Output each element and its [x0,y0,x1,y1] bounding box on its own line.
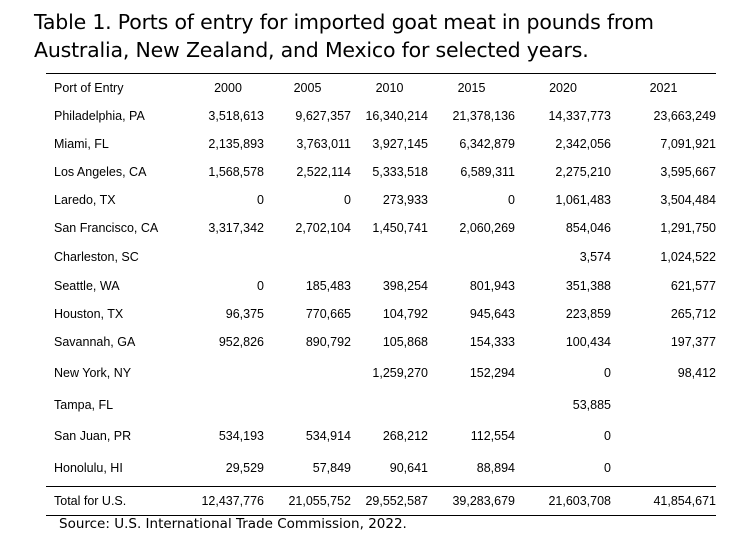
column-header-2021: 2021 [649,81,678,95]
port-name-cell: New York, NY [54,366,132,380]
table-row [46,328,716,356]
value-cell-2005 [264,356,351,390]
total-cell-2000: 12,437,776 [201,494,264,508]
port-name-cell: Miami, FL [54,137,109,151]
value-cell-2000: 1,568,578 [208,165,264,179]
column-header-2020: 2020 [549,81,577,95]
value-cell-2010 [351,390,428,420]
value-cell-2010: 105,868 [382,335,428,349]
value-cell-2020: 0 [604,461,611,475]
value-cell-2005: 770,665 [305,307,351,321]
port-name-cell: San Francisco, CA [54,221,159,235]
value-cell-2021: 1,024,522 [660,250,716,264]
table-row [46,390,716,420]
value-cell-2010: 104,792 [382,307,428,321]
value-cell-2015: 88,894 [476,461,515,475]
table-body [46,101,716,484]
total-row [46,487,716,515]
value-cell-2020: 854,046 [565,221,611,235]
value-cell-2015: 152,294 [469,366,515,380]
value-cell-2005: 3,763,011 [296,137,351,151]
value-cell-2020: 2,342,056 [555,137,611,151]
value-cell-2000: 0 [257,193,264,207]
port-name-cell: Honolulu, HI [54,461,123,475]
table-row [46,101,716,130]
port-name-cell: Savannah, GA [54,335,136,349]
table-row [46,420,716,452]
total-cell-2005: 21,055,752 [288,494,351,508]
column-header-2010: 2010 [375,81,404,95]
value-cell-2000: 3,518,613 [208,108,264,123]
value-cell-2021: 23,663,249 [653,108,716,123]
value-cell-2021: 3,504,484 [660,193,716,207]
table-row [46,452,716,484]
port-name-cell: Laredo, TX [54,193,116,207]
table-title: Table 1. Ports of entry for imported goat meat in pounds from Australia, New Zealand, and Mexico for selected years. [34,10,654,62]
total-cell-2015: 39,283,679 [452,494,515,508]
value-cell-2021: 98,412 [677,366,716,380]
value-cell-2020: 3,574 [579,250,611,264]
value-cell-2005: 2,702,104 [295,221,351,235]
table-row [46,300,716,328]
value-cell-2020: 100,434 [565,335,611,349]
value-cell-2005 [264,242,351,272]
value-cell-2005 [264,390,351,420]
value-cell-2005: 185,483 [305,279,351,293]
value-cell-2000 [192,356,264,390]
port-name-cell: San Juan, PR [54,429,132,443]
value-cell-2020: 53,885 [572,398,611,412]
value-cell-2015 [428,390,515,420]
value-cell-2015: 6,342,879 [459,137,515,151]
value-cell-2015: 0 [508,193,515,207]
port-name-cell: Seattle, WA [54,279,120,293]
value-cell-2005: 9,627,357 [295,108,351,123]
value-cell-2010: 273,933 [382,193,428,207]
value-cell-2021: 3,595,667 [660,165,716,179]
value-cell-2021 [611,420,716,452]
value-cell-2000 [192,242,264,272]
value-cell-2010: 3,927,145 [372,137,428,151]
value-cell-2000: 2,135,893 [208,137,264,151]
table-row [46,242,716,272]
value-cell-2015: 154,333 [469,335,515,349]
value-cell-2000: 29,529 [225,461,264,475]
value-cell-2010 [351,242,428,272]
value-cell-2021: 197,377 [670,335,716,349]
value-cell-2010: 5,333,518 [372,165,428,179]
top-rule [46,73,716,74]
port-name-cell: Los Angeles, CA [54,165,147,179]
value-cell-2010: 1,259,270 [372,366,428,380]
table-row [46,214,716,242]
value-cell-2000: 0 [257,279,264,293]
value-cell-2005: 534,914 [305,429,351,443]
value-cell-2020: 14,337,773 [548,108,611,123]
table-row [46,356,716,390]
value-cell-2005: 890,792 [305,335,351,349]
column-header-2000: 2000 [214,81,242,95]
value-cell-2021 [611,390,716,420]
value-cell-2020: 1,061,483 [555,193,611,207]
value-cell-2010: 268,212 [382,429,428,443]
total-label: Total for U.S. [54,494,127,508]
value-cell-2015: 21,378,136 [452,108,515,123]
table-row [46,130,716,158]
value-cell-2005: 2,522,114 [296,165,351,179]
column-header-port: Port of Entry [54,81,124,95]
total-cell-2020: 21,603,708 [548,494,611,508]
total-cell-2010: 29,552,587 [365,494,428,508]
table-row [46,272,716,300]
port-name-cell: Charleston, SC [54,250,139,264]
value-cell-2010: 398,254 [382,279,428,293]
value-cell-2000: 3,317,342 [208,221,264,235]
total-cell-2021: 41,854,671 [653,494,716,508]
value-cell-2021: 621,577 [670,279,716,293]
value-cell-2015 [428,242,515,272]
port-name-cell: Philadelphia, PA [54,108,145,123]
value-cell-2010: 90,641 [389,461,428,475]
total-table [46,487,716,515]
value-cell-2000 [192,390,264,420]
value-cell-2010: 1,450,741 [372,221,428,235]
value-cell-2021: 265,712 [670,307,716,321]
value-cell-2020: 223,859 [565,307,611,321]
table-row [46,186,716,214]
value-cell-2020: 0 [604,429,611,443]
port-name-cell: Houston, TX [54,307,124,321]
value-cell-2020: 351,388 [565,279,611,293]
port-name-cell: Tampa, FL [54,398,114,412]
value-cell-2000: 952,826 [218,335,264,349]
value-cell-2015: 6,589,311 [460,165,515,179]
value-cell-2015: 801,943 [469,279,515,293]
header-row [46,75,716,101]
table-row [46,158,716,186]
value-cell-2015: 112,554 [470,429,515,443]
source-note: Source: U.S. International Trade Commission, 2022. [59,516,407,532]
value-cell-2000: 534,193 [218,429,264,443]
value-cell-2005: 0 [344,193,351,207]
value-cell-2021 [611,452,716,484]
column-header-2015: 2015 [457,81,486,95]
value-cell-2010: 16,340,214 [365,108,428,123]
value-cell-2005: 57,849 [312,461,351,475]
column-header-2005: 2005 [293,81,322,95]
value-cell-2021: 1,291,750 [660,221,716,235]
ports-table [46,75,716,484]
value-cell-2020: 2,275,210 [555,165,611,179]
value-cell-2000: 96,375 [225,307,264,321]
value-cell-2020: 0 [604,366,611,380]
value-cell-2015: 945,643 [469,307,515,321]
value-cell-2021: 7,091,921 [660,137,716,151]
value-cell-2015: 2,060,269 [459,221,515,235]
